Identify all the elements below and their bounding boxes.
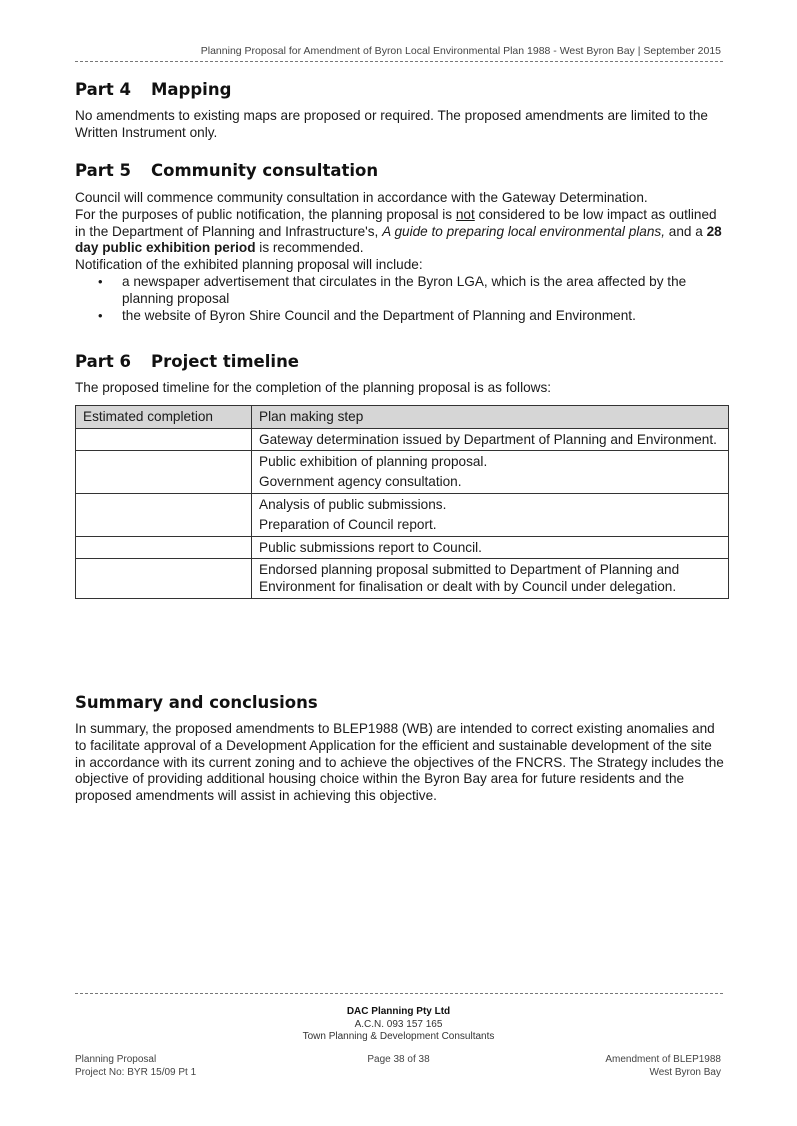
part5-guide-title: A guide to preparing local environmental plans, (382, 223, 665, 239)
part5-p2-c: and a (665, 223, 707, 239)
part4-title: Mapping (151, 80, 232, 99)
footer-project-no: Project No: BYR 15/09 Pt 1 (75, 1066, 197, 1078)
step-text: Public submissions report to Council. (259, 539, 482, 555)
completion-cell (76, 536, 252, 559)
list-item: • the website of Byron Shire Council and the Department of Planning and Environment. (75, 308, 725, 325)
page-number: Page 38 of 38 (367, 1054, 430, 1065)
step-cell (252, 451, 729, 494)
part6-title: Project timeline (151, 352, 300, 371)
completion-cell (76, 428, 252, 451)
table-row (76, 451, 729, 494)
step-text: Gateway determination issued by Department of Planning and Environment. (259, 431, 717, 447)
part5-p1: Council will commence community consultation in accordance with the Gateway Determination. (75, 190, 648, 205)
part4-heading (75, 80, 725, 99)
completion-cell (76, 493, 252, 536)
part5-p2-d: is recommended. (255, 240, 364, 256)
summary-heading: Summary and conclusions (75, 693, 318, 712)
part5-p2-b: considered to be low impact as outlined in the Department of Planning and Infrastructure's, (75, 206, 717, 239)
timeline-table (75, 405, 729, 599)
table-row (76, 493, 729, 536)
part5-p2-a: For the purposes of public notification, the planning proposal is (75, 206, 456, 222)
table-header-row (76, 405, 729, 428)
completion-cell (76, 451, 252, 494)
part5-p2 (75, 207, 725, 257)
section-summary (75, 693, 725, 805)
part5-title: Community consultation (151, 161, 379, 180)
running-header: Planning Proposal for Amendment of Byron Local Environmental Plan 1988 - West Byron Bay | September 2015 (200, 45, 721, 57)
footer-company-block (0, 1006, 797, 1044)
part5-heading (75, 161, 725, 180)
step-cell (252, 428, 729, 451)
step-cell (252, 559, 729, 599)
column-header-step: Plan making step (252, 405, 729, 428)
footer-company: DAC Planning Pty Ltd (346, 1006, 451, 1017)
step-cell (252, 493, 729, 536)
section-part5 (75, 161, 725, 324)
header-divider (75, 61, 723, 62)
summary-body: In summary, the proposed amendments to BLEP1988 (WB) are intended to correct existing anomalies and to facilitate approval of a Development Application for the efficient and sustainable development of the site in accordance with its current zoning and to achieve the objectives of the FNCRS. The Strategy includes the objective of providing additional housing choice within the Byron Bay area for future residents and the proposed amendments will assist in achieving this objective. (75, 721, 724, 804)
part6-number: Part 6 (75, 352, 132, 371)
step-cell (252, 536, 729, 559)
step-text: Government agency consultation. (259, 474, 462, 490)
step-text: Preparation of Council report. (259, 516, 437, 532)
notification-list (75, 274, 725, 324)
footer-doc-type: Planning Proposal (75, 1054, 157, 1065)
table-row (76, 536, 729, 559)
section-part4 (75, 80, 725, 142)
footer-amendment: Amendment of BLEP1988 (605, 1054, 721, 1065)
part5-p3: Notification of the exhibited planning proposal will include: (75, 257, 423, 273)
part5-number: Part 5 (75, 161, 132, 180)
table-row (76, 428, 729, 451)
completion-cell (76, 559, 252, 599)
part5-p2-not: not (455, 206, 475, 222)
step-text: Public exhibition of planning proposal. (259, 454, 488, 470)
footer-divider (75, 993, 723, 994)
footer-acn: A.C.N. 093 157 165 (354, 1018, 443, 1030)
part6-heading (75, 352, 731, 371)
part5-exhibition-period: 28 day public exhibition period (75, 223, 722, 256)
column-header-completion: Estimated completion (76, 405, 252, 428)
step-text: Analysis of public submissions. (259, 496, 447, 512)
footer-right (605, 1054, 721, 1079)
table-row (76, 559, 729, 599)
section-part6 (75, 352, 731, 599)
footer-location: West Byron Bay (649, 1066, 721, 1078)
part4-number: Part 4 (75, 80, 132, 99)
part4-body: No amendments to existing maps are proposed or required. The proposed amendments are limited to the Written Instrument only. (75, 108, 708, 140)
part6-intro: The proposed timeline for the completion of the planning proposal is as follows: (75, 380, 552, 395)
list-item: • a newspaper advertisement that circulates in the Byron LGA, which is the area affected by the planning proposal (75, 274, 725, 308)
footer-tagline: Town Planning & Development Consultants (302, 1031, 495, 1042)
step-text: Endorsed planning proposal submitted to Department of Planning and Environment for finalisation or dealt with by Council under delegation. (259, 562, 680, 595)
